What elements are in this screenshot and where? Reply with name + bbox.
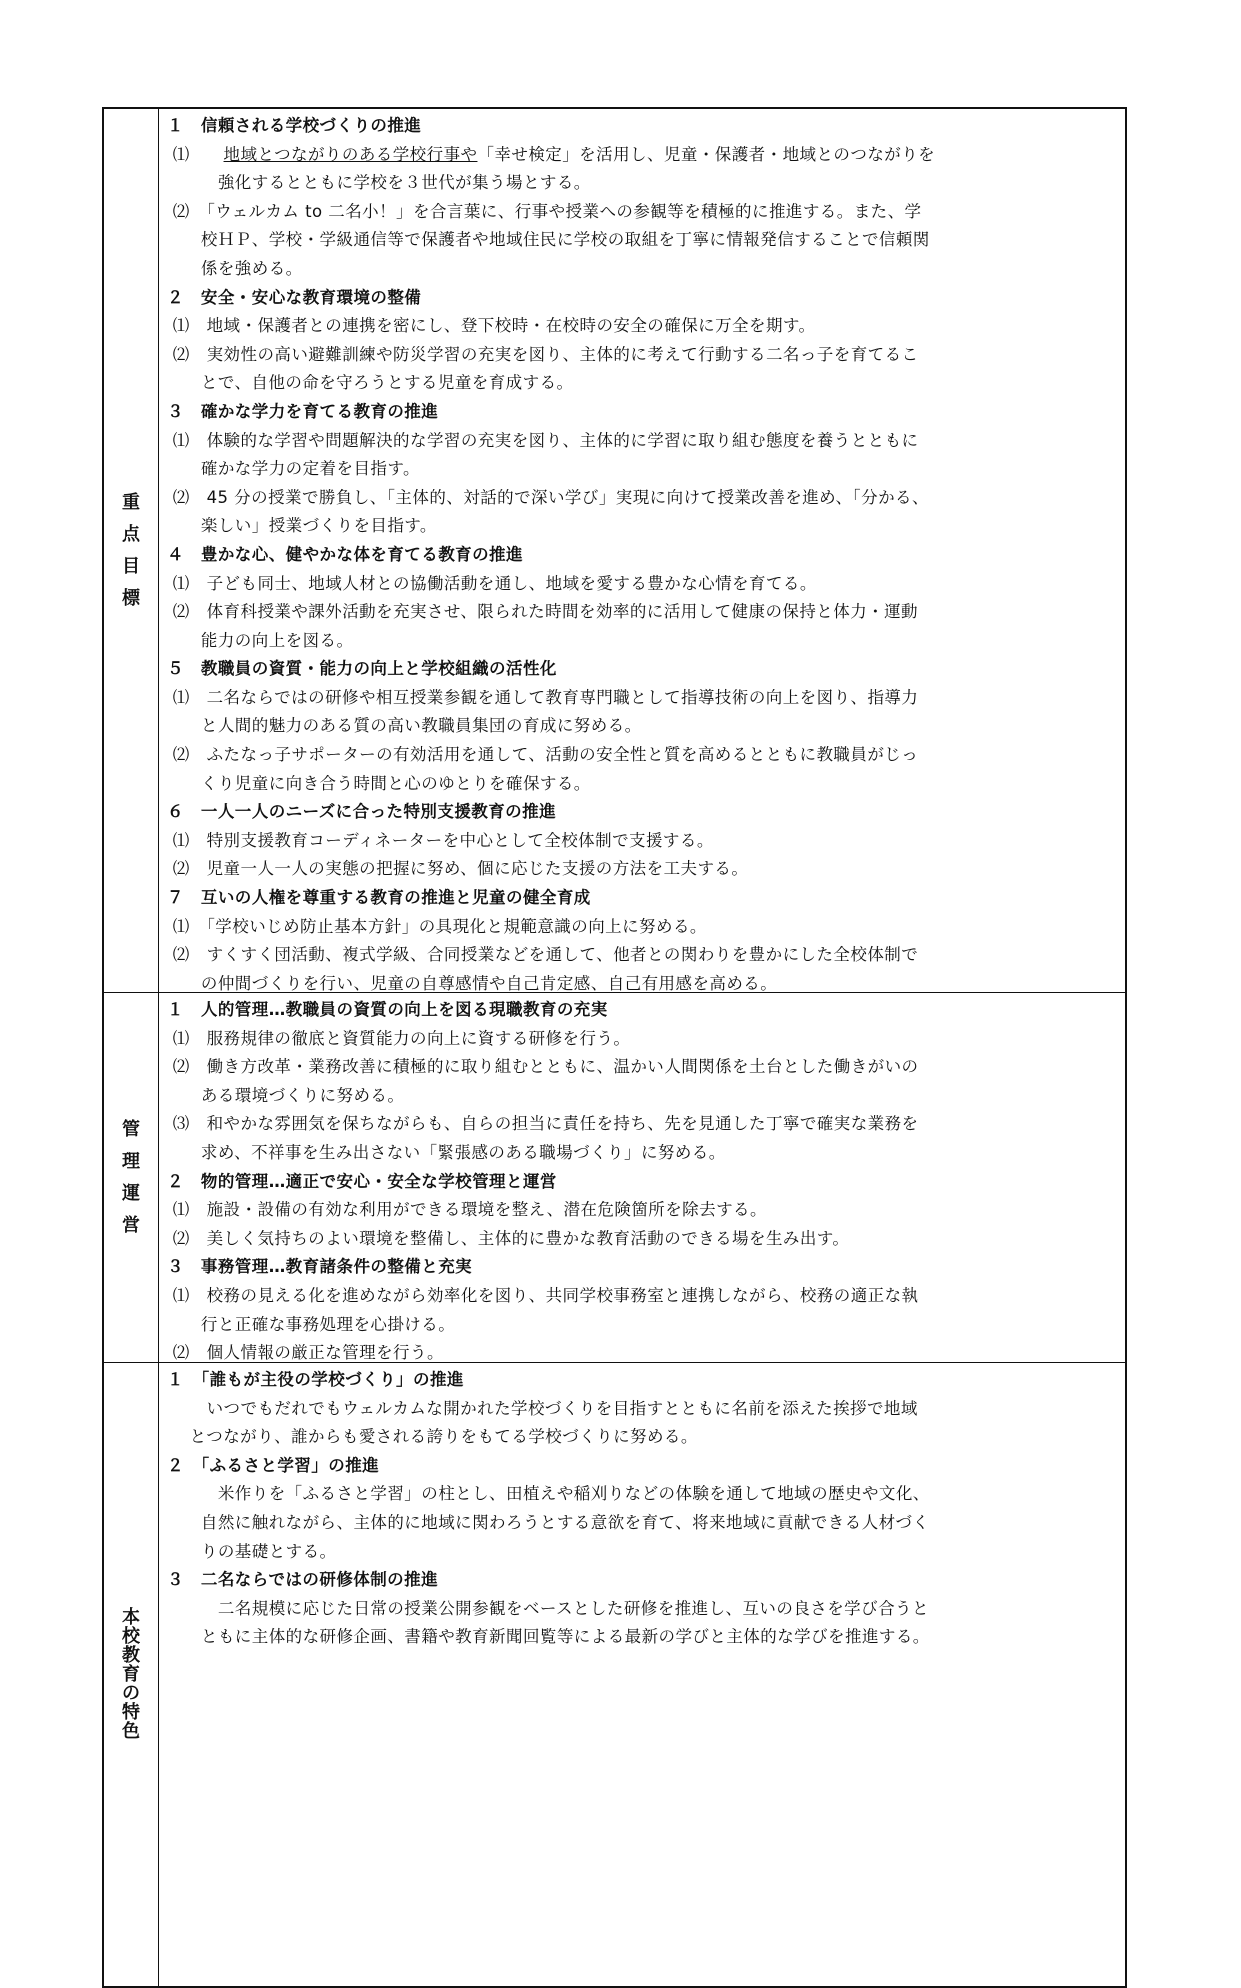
label-char: 点 [122,523,140,545]
list-item: ⑵ 体育科授業や課外活動を充実させ、限られた時間を効率的に活用して健康の保持と体力・運動 [167,602,918,622]
label-char: 色 [122,1720,140,1742]
label-char: の [122,1682,140,1704]
list-item: ⑵ 45 分の授業で勝負し、「主体的、対話的で深い学び」実現に向けて授業改善を進め、「分かる、 [167,487,929,507]
list-item: くり児童に向き合う時間と心のゆとりを確保する。 [167,773,591,793]
label-char: 理 [122,1150,140,1172]
section-heading: ３ 事務管理…教育諸条件の整備と充実 [167,1257,473,1277]
paragraph-line: ともに主体的な研修企画、書籍や教育新聞回覧等による最新の学びと主体的な学びを推進する。 [167,1627,930,1647]
list-item: ⑵ 児童一人一人の実態の把握に努め、個に応じた支援の方法を工夫する。 [167,859,749,879]
list-item: ⑵ ふたなっ子サポーターの有効活用を通して、活動の安全性と質を高めるとともに教職員がじっ [167,745,919,765]
section-heading: ２ 「ふるさと学習」の推進 [167,1455,380,1475]
paragraph-line: りの基礎とする。 [167,1541,337,1561]
row-label [104,1363,159,1986]
list-item: ⑵ 働き方改革・業務改善に積極的に取り組むとともに、温かい人間関係を土台とした働きがいの [167,1057,919,1077]
section-heading: １ 人的管理…教職員の資質の向上を図る現職教育の充実 [167,1000,608,1019]
section-heading: ２ 安全・安心な教育環境の整備 [167,287,422,307]
section-heading: ５ 教職員の資質・能力の向上と学校組織の活性化 [167,659,557,679]
section-heading: ６ 一人一人のニーズに合った特別支援教育の推進 [167,802,557,822]
row-label [104,993,159,1362]
paragraph-line: いつでもだれでもウェルカムな開かれた学校づくりを目指すとともに名前を添えた挨拶で地域 [167,1398,918,1418]
table-row [104,1362,1125,1986]
list-item: ある環境づくりに努める。 [167,1085,405,1105]
list-item: ⑵ 実効性の高い避難訓練や防災学習の充実を図り、主体的に考えて行動する二名っ子を育てるこ [167,344,919,364]
paragraph-line: 自然に触れながら、主体的に地域に関わろうとする意欲を育て、将来地域に貢献できる人材づく [167,1512,930,1532]
label-char: 営 [122,1214,140,1236]
list-item: 行と正確な事務処理を心掛ける。 [167,1314,456,1334]
label-char: 教 [122,1644,140,1666]
table-row [104,109,1125,992]
list-item: ⑴ 特別支援教育コーディネーターを中心として全校体制で支援する。 [167,830,714,850]
list-item: と人間的魅力のある質の高い教職員集団の育成に努める。 [167,716,642,736]
list-item: 校ＨＰ、学校・学級通信等で保護者や地域住民に学校の取組を丁寧に情報発信することで信頼関 [167,230,930,250]
section-heading: ７ 互いの人権を尊重する教育の推進と児童の健全育成 [167,888,591,908]
list-item: とで、自他の命を守ろうとする児童を育成する。 [167,373,574,393]
row-content [159,109,1125,992]
list-item: ⑵ 個人情報の厳正な管理を行う。 [167,1343,444,1363]
section-heading: ３ 確かな学力を育てる教育の推進 [167,401,439,421]
vertical-label-text [122,480,140,622]
list-item [167,141,1119,170]
row-label [104,109,159,992]
label-char: 重 [122,491,140,513]
policy-table [102,107,1127,1988]
list-item: ⑶ 和やかな雰囲気を保ちながらも、自らの担当に責任を持ち、先を見通した丁寧で確実な業務を [167,1114,919,1134]
label-char: 特 [122,1701,140,1723]
list-item: 楽しい」授業づくりを目指す。 [167,516,437,536]
list-item: 強化するとともに学校を３世代が集う場とする。 [167,173,591,193]
label-char: 運 [122,1182,140,1204]
list-item: ⑴ 施設・設備の有効な利用ができる環境を整え、潜在危険箇所を除去する。 [167,1200,767,1220]
row-content [159,1363,1125,1986]
list-item: 確かな学力の定着を目指す。 [167,459,420,479]
list-item: ⑵ すくすく団活動、複式学級、合同授業などを通して、他者との関わりを豊かにした全校体制で [167,945,919,965]
label-char: 標 [122,587,140,609]
list-item: ⑵ 美しく気持ちのよい環境を整備し、主体的に豊かな教育活動のできる場を生み出す。 [167,1228,850,1248]
label-char: 本 [122,1606,140,1628]
section-heading: ４ 豊かな心、健やかな体を育てる教育の推進 [167,544,523,564]
item-text: 「幸せ検定」を活用し、児童・保護者・地域とのつながりを [477,144,936,164]
vertical-label-text [122,1608,140,1742]
list-item: 能力の向上を図る。 [167,630,354,650]
vertical-label-text [122,1107,140,1249]
item-number: ⑴ [167,144,224,164]
label-char: 管 [122,1118,140,1140]
row-content [159,993,1125,1362]
list-item: ⑴ 子ども同士、地域人材との協働活動を通し、地域を愛する豊かな心情を育てる。 [167,573,817,593]
paragraph-line: 米作りを「ふるさと学習」の柱とし、田植えや稲刈りなどの体験を通して地域の歴史や文化、 [167,1484,930,1504]
paragraph-line: 二名規模に応じた日常の授業公開参観をベースとした研修を推進し、互いの良さを学び合うと [167,1598,929,1618]
section-heading: １ 「誰もが主役の学校づくり」の推進 [167,1370,464,1389]
paragraph-line: とつながり、誰からも愛される誇りをもてる学校づくりに努める。 [167,1427,698,1447]
section-heading: ３ 二名ならではの研修体制の推進 [167,1570,439,1590]
list-item: ⑴ 「学校いじめ防止基本方針」の具現化と規範意識の向上に努める。 [167,916,707,936]
label-char: 育 [122,1663,140,1685]
list-item: ⑴ 地域・保護者との連携を密にし、登下校時・在校時の安全の確保に万全を期す。 [167,316,816,336]
list-item: の仲間づくりを行い、児童の自尊感情や自己肯定感、自己有用感を高める。 [167,973,778,993]
underlined-text: 地域とつながりのある学校行事や [223,144,478,164]
label-char: 目 [122,555,140,577]
list-item: ⑴ 校務の見える化を進めながら効率化を図り、共同学校事務室と連携しながら、校務の適正な執 [167,1285,919,1305]
section-heading: ２ 物的管理…適正で安心・安全な学校管理と運営 [167,1171,557,1191]
list-item: 係を強める。 [167,258,303,278]
list-item: ⑴ 体験的な学習や問題解決的な学習の充実を図り、主体的に学習に取り組む態度を養うとともに [167,430,919,450]
section-heading: １ 信頼される学校づくりの推進 [167,116,422,135]
list-item: ⑴ 服務規律の徹底と資質能力の向上に資する研修を行う。 [167,1028,631,1048]
table-row [104,992,1125,1362]
list-item: ⑴ 二名ならではの研修や相互授業参観を通して教育専門職として指導技術の向上を図り、指導力 [167,687,919,707]
label-char: 校 [122,1625,140,1647]
list-item: ⑵ 「ウェルカム to 二名小！」を合言葉に、行事や授業への参観等を積極的に推進する。また、学 [167,201,922,221]
list-item: 求め、不祥事を生み出さない「緊張感のある職場づくり」に努める。 [167,1142,726,1162]
